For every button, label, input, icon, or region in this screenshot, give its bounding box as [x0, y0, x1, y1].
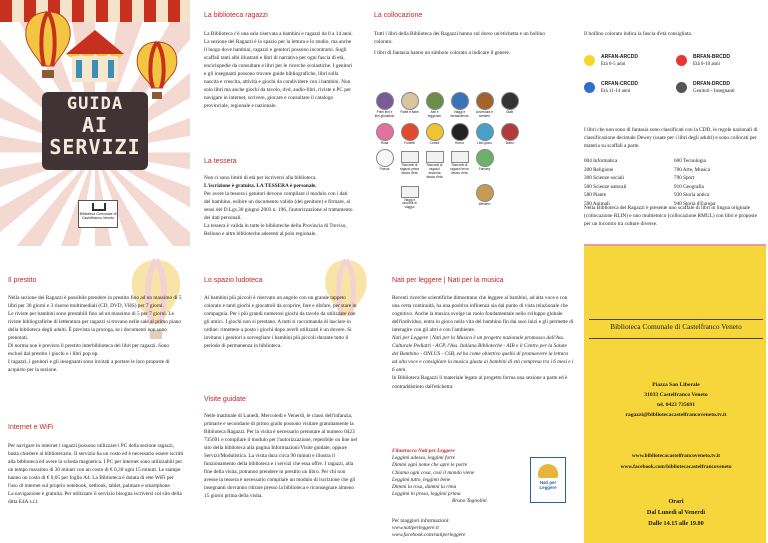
- website-link[interactable]: www.bibliotecacastelfrancoveneto.tv.it: [631, 453, 721, 459]
- hours-line: Dalle 14.15 alle 19.00: [648, 520, 704, 527]
- paragraph: La Biblioteca c'è una sala riservata a bambini e ragazzi da 0 a 14 anni. La sezione dei Ragazzi è lo spazio per la lettura e lo studio, ma anche il luogo dove bambini, ragazzi e genitori possono incontrarsi. Sugli scaffali tanti albi illustrati e libri di narrativa per ogni fascia di età, enciclopedie da consultare e libri per le ricerche scolastiche. I genitori e gli insegnanti possono trovare guide bibliografiche, libri sulla nascita e crescita, attività e giochi da condividere con i bambini. Non solo libri ma anche giochi da tavolo, dvd, audio-libri, riviste e PC per navigare in internet, scrivere, giocare e consultare il catalogo provinciale, regionale e nazionale.: [204, 31, 353, 110]
- genre-item: Gialli: [499, 92, 520, 119]
- npl-links: [392, 518, 574, 539]
- bollino-intro: Il bollino colorato indica la fascia d'età consigliata.: [584, 31, 693, 37]
- section-title-tessera: La tessera: [204, 158, 237, 165]
- genre-item: Viaggi e racconti di viaggio: [399, 184, 420, 210]
- more-info-label: Per maggiori informazioni:: [392, 518, 450, 524]
- paragraph: La navigazione è gratuita. Per utilizzare il servizio bisogna iscriversi col sito della ditta E4A s.r.l.: [8, 491, 182, 506]
- filastrocca-line: Leggimi adesso, leggimi forte: [392, 455, 455, 462]
- section-title-ragazzi: La biblioteca ragazzi: [204, 12, 268, 19]
- red-dot-icon: [676, 55, 687, 66]
- genre-row: [374, 123, 552, 146]
- section-title-prestito: Il prestito: [8, 277, 37, 284]
- genre-item: Viaggi e fantascienza: [449, 92, 470, 119]
- tessera-text: [204, 174, 354, 238]
- genre-item: Primi libri e libri giocattolo: [374, 92, 395, 119]
- genre-item: Western: [474, 184, 495, 210]
- cdd-row: 580 Piante 930 Storia antica: [584, 192, 710, 198]
- filastrocca-line: Chiama ogni cosa, così il mondo viene: [392, 469, 475, 476]
- address-line: 31033 Castelfranco Veneto: [644, 392, 708, 398]
- cdd-list: [584, 157, 764, 208]
- cover-title-line: SERVIZI: [49, 135, 141, 159]
- filastrocca-author: Bruno Tognolini: [452, 498, 487, 505]
- library-logo-text: Biblioteca Comunale di Castelfranco Veneto: [79, 212, 117, 221]
- cdd-row: 200 Religione 700 Arte, Musica: [584, 166, 710, 173]
- visite-text: [204, 412, 360, 501]
- cdd-row: 300 Scienze sociali 790 Sport: [584, 175, 695, 181]
- genre-item: Albi e leggende: [424, 92, 445, 119]
- genre-item: Rosa: [374, 123, 395, 146]
- genre-item: Horror: [449, 123, 470, 146]
- cdd-row: 590 Animali 940 Storia d'Europa: [584, 200, 716, 207]
- paragraph: Tutti i libri della Biblioteca dei Ragazzi hanno sul dorso un'etichetta e un bollino colorato.: [374, 31, 545, 46]
- library-logo: [78, 200, 118, 228]
- section-title-internet: Internet e WiFi: [8, 424, 54, 431]
- genre-item: Racconti di ragazzi terza fascia d'età: [449, 149, 470, 179]
- blue-dot-icon: [584, 82, 595, 93]
- genre-symbols: [374, 92, 552, 214]
- paragraph: Di norma non è previsto il prestito interbiblioteca dei libri per ragazzi. Sono esclusi dal prestito i giochi e i libri pop up.: [8, 343, 170, 358]
- paragraph: Nati per Leggere | Nati per la Musica è un progetto nazionale promosso dall'Ass. Culturale Pediatri - ACP, l'Ass. Italiana Biblioteche - AIB e il Centro per la Salute del Bambino - ONLUS - CSB, ed ha come obiettivo quello di promuovere la lettura ad alta voce e consigliare la musica giusta ai bambini di età compresa tra i 6 mesi e i 6 anni.: [392, 335, 574, 374]
- genre-item: Teatro: [499, 123, 520, 146]
- genre-item: Fantasy: [474, 149, 495, 179]
- genre-row: [374, 92, 552, 119]
- email-link[interactable]: ragazzi@bibliotecacastelfrancoveneto.tv.it: [625, 412, 727, 418]
- paragraph: I ragazzi, i genitori e gli insegnanti sono invitati a portare le loro proposte di acquisto per la sezione.: [8, 359, 170, 374]
- opening-hours: [589, 496, 763, 529]
- genre-item: Fumetti: [399, 123, 420, 146]
- carousel-top-icon: [62, 26, 128, 86]
- contact-address: [589, 380, 763, 420]
- genre-item: Racconti di ragazzi seconda fascia d'età: [424, 149, 445, 179]
- lingua-text: Nella Biblioteca dei Ragazzi è presente uno scaffale di libri in lingua originale (collocazione RLIN) e uno multietnico (collocazione RMUL) con libri e proposte per un incontro tra culture diverse.: [584, 205, 757, 228]
- library-logo-icon: [92, 203, 106, 211]
- genre-item: Fiabe e fiabe: [399, 92, 420, 119]
- grey-dot-icon: [676, 82, 687, 93]
- collocazione-text: [374, 30, 564, 57]
- ragazzi-text: [204, 30, 354, 110]
- paragraph: L'iscrizione è gratuita. LA TESSERA è personale.: [204, 183, 317, 190]
- hours-line: Dal Lunedì al Venerdì: [646, 509, 706, 516]
- cover-panel: [0, 0, 190, 246]
- phone: tel. 0423 735691: [656, 402, 696, 408]
- paragraph: La tessera è valida in tutte le biblioteche della Provincia di Treviso, Belluno e altre biblioteche aderenti al polo regionale.: [204, 223, 347, 238]
- genre-item: Comici: [424, 123, 445, 146]
- facebook-link[interactable]: www.facebook.com/bibliotecacastelfrancoveneto: [620, 464, 732, 470]
- nati-per-leggere-badge: Nati per Leggere: [530, 457, 566, 503]
- section-title-ludoteca: Lo spazio ludoteca: [204, 277, 263, 284]
- prestito-text: [8, 294, 184, 374]
- bollino-a: ARFAN-ARCDD Età 0-5 anni: [584, 54, 672, 68]
- library-name: [589, 322, 763, 331]
- filastrocca-line: Leggimi tutto, leggimi bene: [392, 476, 451, 483]
- cover-title: [42, 92, 148, 170]
- paragraph: I libri di fantasia hanno un simbolo colorato a indicare il genere.: [374, 50, 511, 57]
- genre-item: Libri-gioco: [474, 123, 495, 146]
- internet-text: [8, 442, 184, 506]
- paragraph: Per avere la tessera i genitori devono compilare il modulo con i dati del bambino, esibire un documento valido (del genitore) e firmare, ai sensi del D.Lgs.30 giugno 2003 n. 196, l'autorizzazione al trattamento dei dati personali.: [204, 191, 353, 222]
- paragraph: Per navigare in internet i ragazzi possono utilizzare i PC della sezione ragazzi, basta chiedere al bibliotecario. Il servizio ha un costo ed è necessario essere iscritti alla biblioteca ed avere la scheda magnetica. I PC per internet sono utilizzabili per un tempo massimo di 30 minuti con un costo di € 0,30 ogni 15 minuti. Le stampe hanno un costo di € 0,05 per foglio A4. La Biblioteca è dotata di rete WiFi per l'uso di internet sul proprio notebook, netbook, tablet, palmare e smartphone.: [8, 443, 184, 490]
- library-name-text: Biblioteca Comunale di Castelfranco Veneto: [610, 322, 742, 331]
- paragraph: Le riviste per bambini sono prestabili fino ad un massimo di 5 per 7 giorni. Le riviste bibliografiche di letteratura per ragazzi si trovano nelle sale al primo piano della biblioteca degli adulti. È prevista la proroga, se i documenti non sono prenotati.: [8, 311, 181, 342]
- hours-title: Orari: [668, 498, 684, 505]
- cover-title-line: AI: [81, 113, 109, 137]
- paragraph: In Biblioteca Ragazzi il materiale legato al progetto forma una sezione a parte ed è contraddistinto dall'etichetta:: [392, 375, 568, 390]
- bollino-c: CRFAN-CRCDD Età 11-14 anni: [584, 81, 672, 95]
- cdd-intro: I libri che non sono di fantasia sono classificati con la CDD, le regole nazionali di classificazione decimale Dewey (usate per i libri degli adulti) e sono collocati per materia su scaffali a parte.: [584, 127, 758, 150]
- paragraph: Recenti ricerche scientifiche dimostrano che leggere ai bambini, ad alta voce e con una certa continuità, ha una positiva influenza sia dal punto di vista relazionale che cognitivo. Anche la musica svolge un ruolo fondamentale nello sviluppo globale dell'individuo, entra in gioco nella vita del bambino fin dai suoi inizi e gli permette di interagire con gli altri e con l'ambiente.: [392, 295, 574, 334]
- ludoteca-text: [204, 294, 360, 350]
- contact-web: [589, 451, 763, 473]
- cover-title-line: GUIDA: [66, 94, 124, 114]
- paragraph: Nelle mattinate di Lunedì, Mercoledì e Venerdì, le classi dell'infanzia, primarie e secondarie di primo grado possono visitare gratuitamente la Biblioteca Ragazzi. Per la visita è necessario prenotare al numero 0423 735691 e compilare il modulo per l'autorizzazione, reperibile on line nel sito della biblioteca alla pagina Informazioni/Visite guidate, oppure Servizi/Modulistica. La visita dura circa 90 minuti e illustra il funzionamento della biblioteca e i servizi che essa offre. I ragazzi, alla fine della visita, potranno prendere in prestito un libro. Per chi non avesse la tessera è necessario compilare un modulo di iscrizione che gli insegnanti dovranno ritirare presso la biblioteca e riconsegnare almeno 15 giorni prima della visita.: [204, 413, 358, 500]
- bollino-b: BRFAN-BRCDD Età 6-10 anni: [676, 54, 764, 68]
- section-title-visite: Visite guidate: [204, 396, 246, 403]
- filastrocca-line: Leggimi in prosa, leggimi prima: [392, 491, 461, 498]
- cdd-row: 004 Informatica 600 Tecnologia: [584, 158, 706, 164]
- yellow-dot-icon: [584, 55, 595, 66]
- cdd-row: 500 Scienze naturali 910 Geografia: [584, 183, 704, 190]
- npl-text: [392, 294, 574, 391]
- npl-facebook-link[interactable]: www.facebook.com/natiperleggere: [392, 532, 466, 538]
- section-title-npl: Nati per leggere | Nati per la musica: [392, 277, 504, 284]
- nati-per-leggere-logo-icon: [538, 464, 558, 478]
- paragraph: Nella sezione dei Ragazzi è possibile prendere in prestito fino ad un massimo di 5 libri per 30 giorni e 3 risorse multimediali (CD, DVD, VHS) per 7 giorni.: [8, 295, 182, 310]
- filastrocca-line: Dimmi la rosa, dammi la rima: [392, 484, 457, 491]
- genre-row: [374, 184, 552, 210]
- filastrocca: [392, 448, 532, 506]
- address-line: Piazza San Liberale: [652, 382, 700, 388]
- npl-website-link[interactable]: www.natiperleggere.it: [392, 525, 439, 531]
- genre-row: [374, 149, 552, 179]
- filastrocca-title: Filastrocca Nati per Leggere: [392, 448, 455, 454]
- paragraph: Non ci sono limiti di età per iscriversi alla biblioteca.: [204, 175, 317, 181]
- genre-item: Racconti di ragazzi prima fascia d'età: [399, 149, 420, 179]
- section-title-collocazione: La collocazione: [374, 12, 423, 19]
- genre-item: Avventura e western: [474, 92, 495, 119]
- paragraph: Ai bambini più piccoli è riservato un angolo con un grande tappeto colorato e tanti giochi e giocattoli da scoprire, fare e disfare, per stare in compagnia. Per i più grandi numerosi giochi da tavolo da utilizzare con gli amici. I giochi non si prestano. A tutti si raccomanda di lasciare in ordine: rimettere a posto i giochi dopo averli utilizzati è un dovere. Si invitano i genitori a sorvegliare i bambini più piccoli durante tutto il periodo di permanenza in biblioteca.: [204, 295, 357, 350]
- genre-item: Poesia: [374, 149, 395, 179]
- bollino-d: DRFAN-DRCDD Genitori - Insegnanti: [676, 81, 764, 95]
- filastrocca-line: Dimmi ogni nome che apre le porte: [392, 462, 468, 469]
